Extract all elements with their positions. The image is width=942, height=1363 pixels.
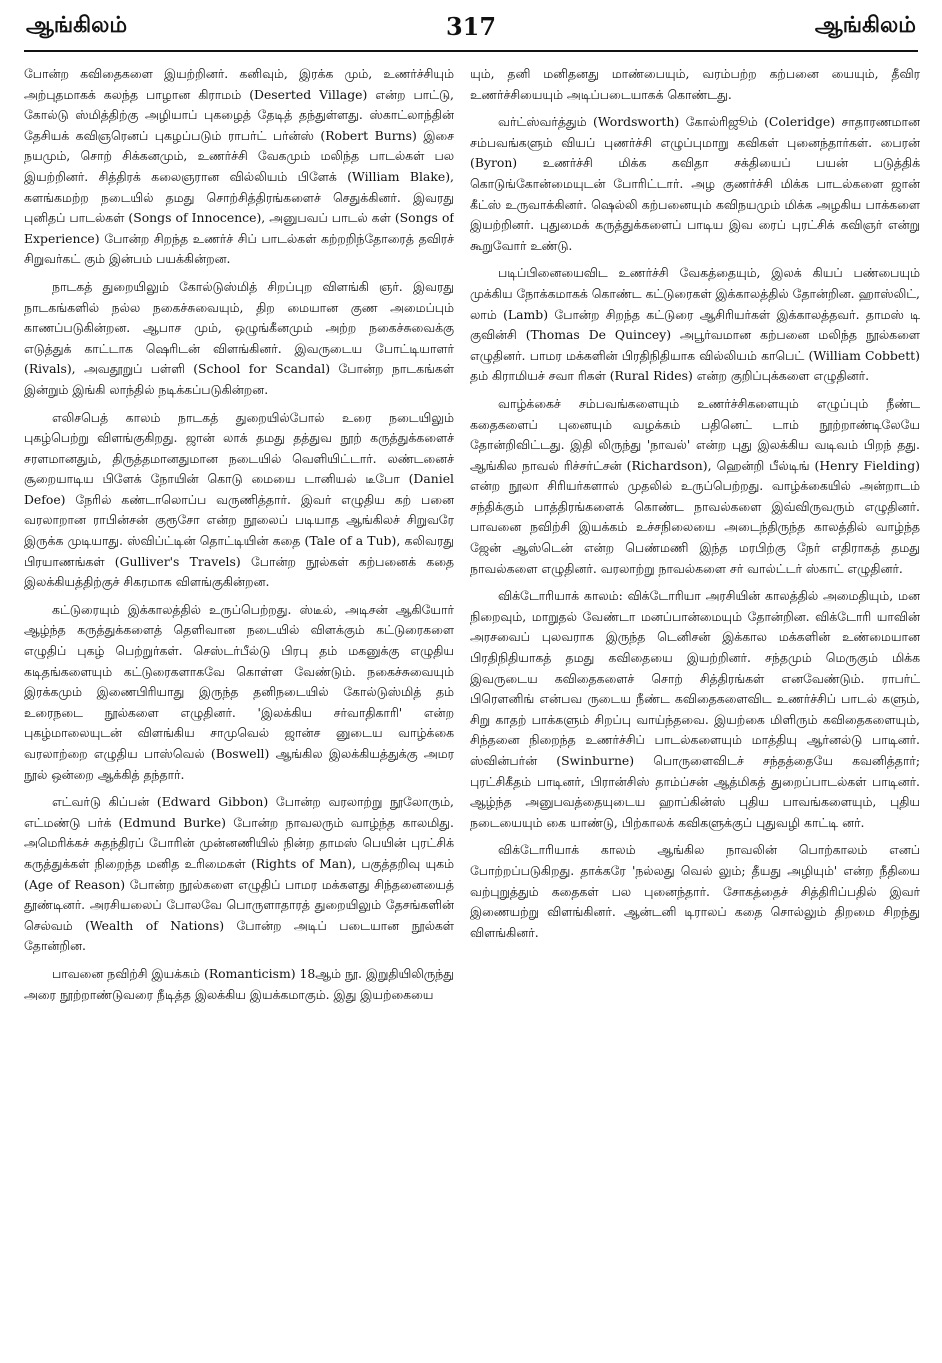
header-divider (24, 50, 918, 52)
paragraph: எட்வர்டு கிப்பன் (Edward Gibbon) போன்ற வரலாற்று நூலோரும், எட்மண்டு பர்க் (Edmund Burke) போன்ற நாவலரும் வாழ்ந்த காலமிது. அமெரிக்கச் சுதந்திரப் போரின் முன்னணியில் நின்ற தாமஸ் பெயின் புரட்சிக் கருத்துக்கள் நிறைந்த மனித உரிமைகள் (Rights of Man), பகுத்தறிவு யுகம் (Age of Reason) போன்ற நூல்களை எழுதிப் பாமர மக்களது சிந்தனையைத் தூண்டினர். அரசியலைப் போலவே பொருளாதாரத் துறையிலும் தேசங்களின் செல்வம் (Wealth of Nations) போன்ற அடிப் படையான நூல்கள் தோன்றின. (24, 794, 454, 954)
header-left-title: ஆங்கிலம் (26, 12, 128, 38)
paragraph: விக்டோரியாக் காலம்: விக்டோரியா அரசியின் காலத்தில் அமைதியும், மன நிறைவும், மாறுதல் வேண்டா மனப்பான்மையும் தோன்றின. விக்டோரி யாவின் அரசவைப் புலவராக இருந்த டெனிசன் இக்கால மக்களின் உண்மையான பிரதிநிதியாகத் தமது கவிதையை இயற்றினர். சந்தமும் மெருகும் மிக்க இவருடைய கவிதைகளைச் சொற் சித்திரங்கள் எனவேண்டும். ராபர்ட் பிரௌனிங் என்பவ ருடைய நீண்ட கவிதைகளைவிட உணர்ச்சிப் பாடல் களும், சிறு காதற் பாக்களும் சிறப்பு வாய்ந்தவை. இயற்கை மிளிரும் கவிதைகளையும், சிந்தனை நிறைந்த உணர்ச்சிப் பாடல்களையும் மாத்தியு ஆர்னல்டு பாடினர். ஸ்வின்பர்ன் (Swinburne) பொருளைவிடச் சந்தத்தையே கவனித்தார்; புரட்சிகீதம் பாடினர், பிரான்சிஸ் தாம்ப்சன் ஆத்மிகத் துறைப்பாடல்கள் பாடினர். ஆழ்ந்த அனுபவத்தையுடைய ஹாப்கின்ஸ் புதிய பாவங்களையும், புதிய நடையையும் கை யாண்டு, பிற்காலக் கவிகளுக்குப் புதுவழி காட்டி னர். (470, 588, 920, 830)
paragraph: கட்டுரையும் இக்காலத்தில் உருப்பெற்றது. ஸ்டீல், அடிசன் ஆகியோர் ஆழ்ந்த கருத்துக்களைத் தெளிவான நடையில் விளக்கும் கட்டுரைகளை எழுதிப் புகழ் பெற்றுர்கள். செஸ்டர்பீல்டு பிரபு தம் மகனுக்கு எழுதிய கடிதங்களையும் கட்டுரைகளாகவே கொள்ள வேண்டும். நகைச்சுவையும் இரக்கமும் இணைபிரியாது இருந்த தனிநடையில் கோல்டுஸ்மித் தம் உரைநடை நூல்களை எழுதினர். 'இலக்கிய சர்வாதிகாரி' என்ற புகழ்மாலையுடன் விளங்கிய சாமுவெல் ஜான்ச னுடைய வாழ்க்கை வரலாற்றை எழுதிய பாஸ்வெல் (Boswell) ஆங்கில இலக்கியத்துக்கு அமர நூல் ஒன்றை ஆக்கித் தந்தார். (24, 601, 454, 782)
paragraph: போன்ற கவிதைகளை இயற்றினர். கனிவும், இரக்க மும், உணர்ச்சியும் அற்புதமாகக் கலந்த பாழான கிராமம் (Deserted Village) என்ற பாட்டு, கோல்டு ஸ்மித்திற்கு அழியாப் புகழைத் தேடித் தந்துள்ளது. ஸ்காட்லாந்தின் தேசியக் கவிஞரெனப் புகழப்படும் ராபர்ட் பர்ன்ஸ் (Robert Burns) இசை நயமும், சொற் சிக்கனமும், உணர்ச்சி வேகமும் மலிந்த பாடல்கள் பல இயற்றினர். சித்திரக் கலைஞரான வில்லியம் பிளேக் (William Blake), களங்கமற்ற நடையில் தமது சொற்சித்திரங்களைச் செதுக்கினர். இவரது புனிதப் பாடல்கள் (Songs of Innocence), அனுபவப் பாடல் கள் (Songs of Experience) போன்ற சிறந்த உணர்ச் சிப் பாடல்கள் கற்றறிந்தோரைத் தவிரச் சிறுவர்கட் கும் இன்பம் பயக்கின்றன. (24, 66, 454, 267)
paragraph: நாடகத் துறையிலும் கோல்டுஸ்மித் சிறப்புற விளங்கி ஞர். இவரது நாடகங்களில் நல்ல நகைச்சுவையும், திற மையான குண அமைப்பும் காணப்படுகின்றன. ஆபாச மும், ஒழுங்கீனமும் அற்ற நகைச்சுவைக்கு எடுத்துக் காட்டாக ஷெரிடன் விளங்கினர். இவருடைய போட்டியாளர் (Rivals), அவதூறுப் பள்ளி (School for Scandal) போன்ற நாடகங்கள் இன்றும் இங்கி லாந்தில் நடிக்கப்படுகின்றன. (24, 278, 454, 397)
paragraph: யும், தனி மனிதனது மாண்பையும், வரம்பற்ற கற்பனை யையும், தீவிர உணர்ச்சியையும் அடிப்படையாகக் கொண்டது. (470, 66, 920, 102)
paragraph: எலிசபெத் காலம் நாடகத் துறையில்போல் உரை நடையிலும் புகழ்பெற்று விளங்குகிறது. ஜான் லாக் தமது தத்துவ நூற் கருத்துக்களைச் சரளமானதும், திருத்தமானதுமான நடையில் வெளியிட்டார். லண்டனைச் சூறையாடிய பிளேக் நோயின் கொடு மையை டானியல் டீபோ (Daniel Defoe) நேரில் கண்டாலொப்ப வருணித்தார். இவர் எழுதிய கற் பனை வரலாறான ராபின்சன் குரூசோ என்ற நூலைப் படியாத ஆங்கிலச் சிறுவரே இருக்க முடியாது. ஸ்விப்ட்டின் தொட்டியின் கதை (Tale of a Tub), கலிவரது பிரயாணங்கள் (Gulliver's Travels) போன்ற நூல்கள் கற்பனைக் கதை இலக்கியத்திற்குச் சிகரமாக விளங்குகின்றன. (24, 409, 454, 590)
paragraph: விக்டோரியாக் காலம் ஆங்கில நாவலின் பொற்காலம் எனப் போற்றப்படுகிறது. தாக்கரே 'நல்லது வெல் லும்; தீயது அழியும்' என்ற நீதியை வற்புறுத்தும் கதைகள் பல புனைந்தார். சோகத்தைச் சித்திரிப்பதில் இவர் இணையற்று விளங்கினர். ஆன்டனி டிராலப் கதை சொல்லும் திறமை சிறந்து விளங்கினர். (470, 842, 920, 940)
paragraph: பாவனை நவிற்சி இயக்கம் (Romanticism) 18ஆம் நூ. இறுதியிலிருந்து அரை நூற்றாண்டுவரை நீடித்த இலக்கிய இயக்கமாகும். இது இயற்கையை (24, 965, 454, 1002)
paragraph: வாழ்க்கைச் சம்பவங்களையும் உணர்ச்சிகளையும் எழுப்பும் நீண்ட கதைகளைப் புனையும் வழக்கம் பதினெட் டாம் நூற்றாண்டிலேயே தோன்றிவிட்டது. இதி லிருந்து 'நாவல்' என்ற புது இலக்கிய வடிவம் பிறந் தது. ஆங்கில நாவல் ரிச்சர்ட்சன் (Richardson), ஹென்றி பீல்டிங் (Henry Fielding) என்ற நூலா சிரியர்களால் முதலில் உருப்பெற்றது. வாழ்க்கையில் அன்றாடம் சந்திக்கும் பாத்திரங்களைக் கொண்ட நாவல்களை இவ்விருவரும் எழுதினர். பாவனை நவிற்சி இயக்கம் உச்சநிலையை அடைந்திருந்த காலத்தில் வாழ்ந்த ஜேன் ஆஸ்டென் என்ற பெண்மணி இந்த மரபிற்கு நேர் எதிராகத் தமது நாவல்களை எழுதினர். வரலாற்று நாவல்களை சர் வால்ட்டர் ஸ்காட் எழுதினர். (470, 395, 920, 576)
right-column (470, 64, 920, 1353)
page-header (26, 12, 916, 46)
header-right-title: ஆங்கிலம் (814, 12, 916, 38)
page-number: 317 (445, 12, 497, 41)
left-column (24, 64, 454, 1353)
paragraph: வர்ட்ஸ்வர்த்தும் (Wordsworth) கோல்ரிஜூம் (Coleridge) சாதாரணமான சம்பவங்களும் வியப் புணர்ச்சி எழுப்புமாறு கவிகள் புனைந்தார்கள். பைரன் (Byron) உணர்ச்சி மிக்க கவிதா சக்தியைப் பயன் படுத்திக் கொடுங்கோன்மையுடன் போரிட்டார். அழ குணர்ச்சி மிக்க பாடல்களை ஜான் கீட்ஸ் உருவாக்கினர். ஷெல்லி கற்பனையும் கவிநயமும் மிக்க அழகிய பாக்களை இயற்றினர். புதுமைக் கருத்துக்களைப் பாடிய இவ ரைப் புரட்சிக் கவிஞர் என்று கூறுவோர் உண்டு. (470, 114, 920, 253)
paragraph: படிப்பினையைவிட உணர்ச்சி வேகத்தையும், இலக் கியப் பண்பையும் முக்கிய நோக்கமாகக் கொண்ட கட்டுரைகள் இக்காலத்தில் தோன்றின. ஹாஸ்லிட், லாம் (Lamb) போன்ற சிறந்த கட்டுரை ஆசிரியர்கள் இக்காலத்தவர். தாமஸ் டி குவின்சி (Thomas De Quincey) அபூர்வமான கற்பனை மலிந்த நூல்களை எழுதினர். பாமர மக்களின் பிரதிநிதியாக வில்லியம் காபெட் (William Cobbett) தம் கிராமியச் சவா ரிகள் (Rural Rides) என்ற குறிப்புக்களை எழுதினர். (470, 265, 920, 384)
